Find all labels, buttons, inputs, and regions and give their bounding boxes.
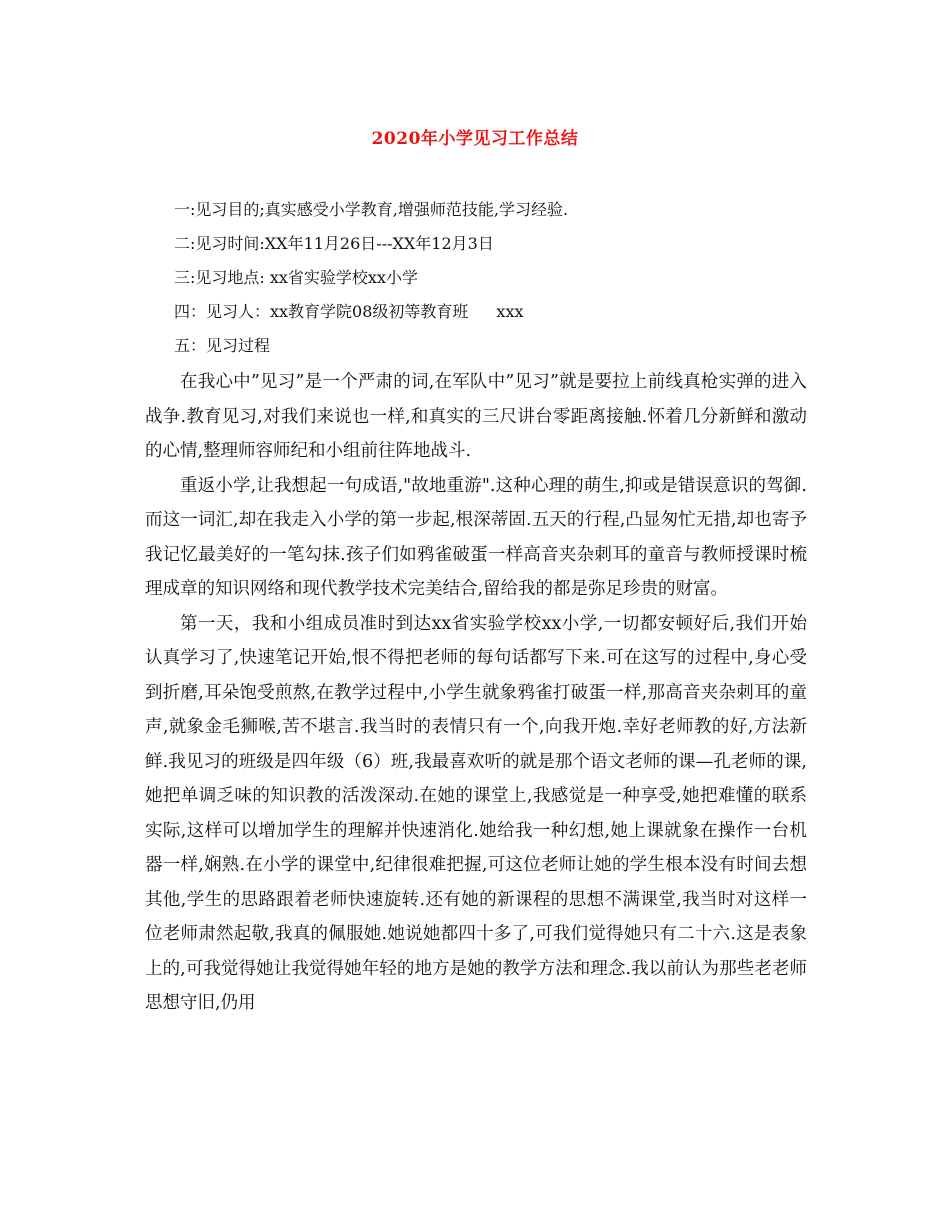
info-line-time: 二:见习时间:XX年11月26日---XX年12月3日 bbox=[174, 234, 494, 253]
info-line-person bbox=[174, 302, 524, 322]
paragraph-2: 重返小学,让我想起一句成语,"故地重游".这种心理的萌生,抑或是错误意识的驾御.而这一词汇,却在我走入小学的第一步起,根深蒂固.五天的行程,凸显匆忙无措,却也寄予我记忆最美好的一笔勾抹.孩子们如鸦雀破蛋一样高音夹杂刺耳的童音与教师授课时梳理成章的知识网络和现代教学技术完美结合,留给我的都是弥足珍贵的财富。 bbox=[145, 475, 807, 599]
paragraph-1: 在我心中”见习”是一个严肃的词,在军队中”见习”就是要拉上前线真枪实弹的进入战争.教育见习,对我们来说也一样,和真实的三尺讲台零距离接触.怀着几分新鲜和激动的心情,整理师容师纪和小组前往阵地战斗. bbox=[145, 372, 807, 461]
info-line-process: 五：见习过程 bbox=[174, 336, 271, 355]
info-line-purpose: 一:见习目的;真实感受小学教育,增强师范技能,学习经验. bbox=[174, 200, 569, 219]
document-title: 2020年小学见习工作总结 bbox=[371, 129, 579, 149]
document-body bbox=[145, 365, 807, 1021]
info-line-location: 三:见习地点: xx省实验学校xx小学 bbox=[174, 268, 418, 287]
info-person-name: xxx bbox=[496, 302, 524, 321]
info-person-label: 四：见习人：xx教育学院08级初等教育班 bbox=[174, 302, 469, 321]
paragraph-3: 第一天，我和小组成员准时到达xx省实验学校xx小学,一切都安顿好后,我们开始认真学习了,快速笔记开始,恨不得把老师的每句话都写下来.可在这写的过程中,身心受到折磨,耳朵饱受煎熬,在教学过程中,小学生就象鸦雀打破蛋一样,那高音夹杂刺耳的童声,就象金毛狮喉,苦不堪言.我当时的表情只有一个,向我开炮.幸好老师教的好,方法新鲜.我见习的班级是四年级（6）班,我最喜欢听的就是那个语文老师的课—孔老师的课,她把单调乏味的知识教的活泼深动.在她的课堂上,我感觉是一种享受,她把难懂的联系实际,这样可以增加学生的理解并快速消化.她给我一种幻想,她上课就象在操作一台机器一样,娴熟.在小学的课堂中,纪律很难把握,可这位老师让她的学生根本没有时间去想其他,学生的思路跟着老师快速旋转.还有她的新课程的思想不满课堂,我当时对这样一位老师肃然起敬,我真的佩服她.她说她都四十多了,可我们觉得她只有二十六.这是表象上的,可我觉得她让我觉得她年轻的地方是她的教学方法和理念.我以前认为那些老老师思想守旧,仍用 bbox=[145, 613, 807, 1013]
